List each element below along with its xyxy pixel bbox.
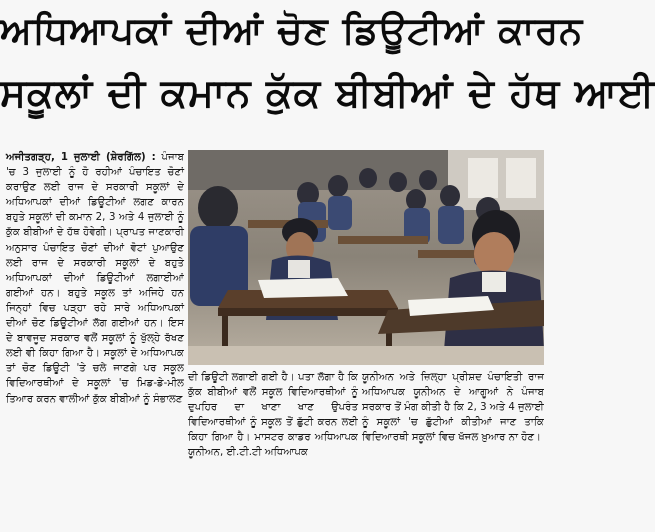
- article-text-left: ਪੰਜਾਬ 'ਚ 3 ਜੁਲਾਈ ਨੂੰ ਹੋ ਰਹੀਆਂ ਪੰਚਾਇਤ ਚੋਣਾਂ ਕਰਾਉਣ ਲਈ ਰਾਜ ਦੇ ਸਰਕਾਰੀ ਸਕੂਲਾਂ ਦੇ ਅਧਿਆਪਕਾਂ ਦੀਆਂ ਡਿਊਟੀਆਂ ਲਗਣ ਕਾਰਨ ਬਹੁਤੇ ਸਕੂਲਾਂ ਦੀ ਕਮਾਨ 2, 3 ਅਤੇ 4 ਜੁਲਾਈ ਨੂੰ ਕੁੱਕ ਬੀਬੀਆਂ ਦੇ ਹੱਥ ਹੋਵੇਗੀ। ਪ੍ਰਾਪਤ ਜਾਣਕਾਰੀ ਅਨੁਸਾਰ ਪੰਚਾਇਤ ਚੋਣਾਂ ਦੀਆਂ ਵੋਟਾਂ ਪੁਆਉਣ ਲਈ ਰਾਜ ਦੇ ਸਰਕਾਰੀ ਸਕੂਲਾਂ ਦੇ ਬਹੁਤੇ ਅਧਿਆਪਕਾਂ ਦੀਆਂ ਡਿਊਟੀਆਂ ਲਗਾਈਆਂ ਗਈਆਂ ਹਨ। ਬਹੁਤੇ ਸਕੂਲ ਤਾਂ ਅਜਿਹੇ ਹਨ ਜਿਨ੍ਹਾਂ ਵਿਚ ਪੜ੍ਹਾ ਰਹੇ ਸਾਰੇ ਅਧਿਆਪਕਾਂ ਦੀਆਂ ਚੋਣ ਡਿਊਟੀਆਂ ਲੱਗ ਗਈਆਂ ਹਨ। ਇਸ ਦੇ ਬਾਵਜੂਦ ਸਰਕਾਰ ਵਲੋਂ ਸਕੂਲਾਂ ਨੂੰ ਖੁੱਲ੍ਹੇ ਰੱਖਣ ਲਈ ਵੀ ਕਿਹਾ ਗਿਆ ਹੈ। ਸਕੂਲਾਂ ਦੇ ਅਧਿਆਪਕ ਤਾਂ ਚੋਣ ਡਿਊਟੀ 'ਤੇ ਚਲੇ ਜਾਣਗੇ ਪਰ ਸਕੂਲ ਵਿਦਿਆਰਥੀਆਂ ਦੇ ਸਕੂਲਾਂ 'ਚ ਮਿਡ-ਡੇ-ਮੀਲ ਤਿਆਰ ਕਰਨ ਵਾਲੀਆਂ ਕੁੱਕ ਬੀਬੀਆਂ ਨੂੰ ਸੰਭਾਲਣ: [6, 152, 184, 405]
- article-column-left: [6, 150, 184, 528]
- article-text-middle: ਦੀ ਡਿਊਟੀ ਲਗਾਈ ਗਈ ਹੈ। ਪਤਾ ਲੱਗਾ ਹੈ ਕਿ ਕੁੱਕ ਬੀਬੀਆਂ ਵਲੋਂ ਸਕੂਲ ਵਿਦਿਆਰਥੀਆਂ ਨੂੰ ਦੁਪਹਿਰ ਦਾ ਖਾਣਾ ਖਾਣ ਉਪਰੰਤ ਵਿਦਿਆਰਥੀਆਂ ਨੂੰ ਸਕੂਲ ਤੋਂ ਛੁੱਟੀ ਕਰਨ ਲਈ ਕਿਹਾ ਗਿਆ ਹੈ। ਮਾਸਟਰ ਕਾਡਰ ਅਧਿਆਪਕ ਯੂਨੀਅਨ, ਈ.ਟੀ.ਟੀ ਅਧਿਆਪਕ: [188, 372, 358, 459]
- article-text-right: ਯੂਨੀਅਨ ਅਤੇ ਜ਼ਿਲ੍ਹਾ ਪ੍ਰੀਸ਼ਦ ਪੰਚਾਇਤੀ ਰਾਜ ਅਧਿਆਪਕ ਯੂਨੀਅਨ ਦੇ ਆਗੂਆਂ ਨੇ ਪੰਜਾਬ ਸਰਕਾਰ ਤੋਂ ਮੰਗ ਕੀਤੀ ਹੈ ਕਿ 2, 3 ਅਤੇ 4 ਜੁਲਾਈ ਨੂੰ ਸਕੂਲਾਂ 'ਚ ਛੁੱਟੀਆਂ ਕੀਤੀਆਂ ਜਾਣ ਤਾਕਿ ਵਿਦਿਆਰਥੀ ਸਕੂਲਾਂ ਵਿਚ ਖੱਜਲ ਖ਼ੁਆਰ ਨਾ ਹੋਣ।: [362, 372, 544, 444]
- classroom-exam-photo: [188, 150, 544, 365]
- headline-line-1: ਅਧਿਆਪਕਾਂ ਦੀਆਂ ਚੋਣ ਡਿਊਟੀਆਂ ਕਾਰਨ: [0, 9, 584, 52]
- dateline: ਅਜੀਤਗੜ੍ਹ, 1 ਜੁਲਾਈ (ਸ਼ੇਰਗਿੱਲ) :: [6, 152, 156, 163]
- article-column-right: [362, 370, 544, 528]
- headline-line-2: ਸਕੂਲਾਂ ਦੀ ਕਮਾਨ ਕੁੱਕ ਬੀਬੀਆਂ ਦੇ ਹੱਥ ਆਈ: [0, 71, 655, 116]
- article-column-middle: [188, 370, 358, 528]
